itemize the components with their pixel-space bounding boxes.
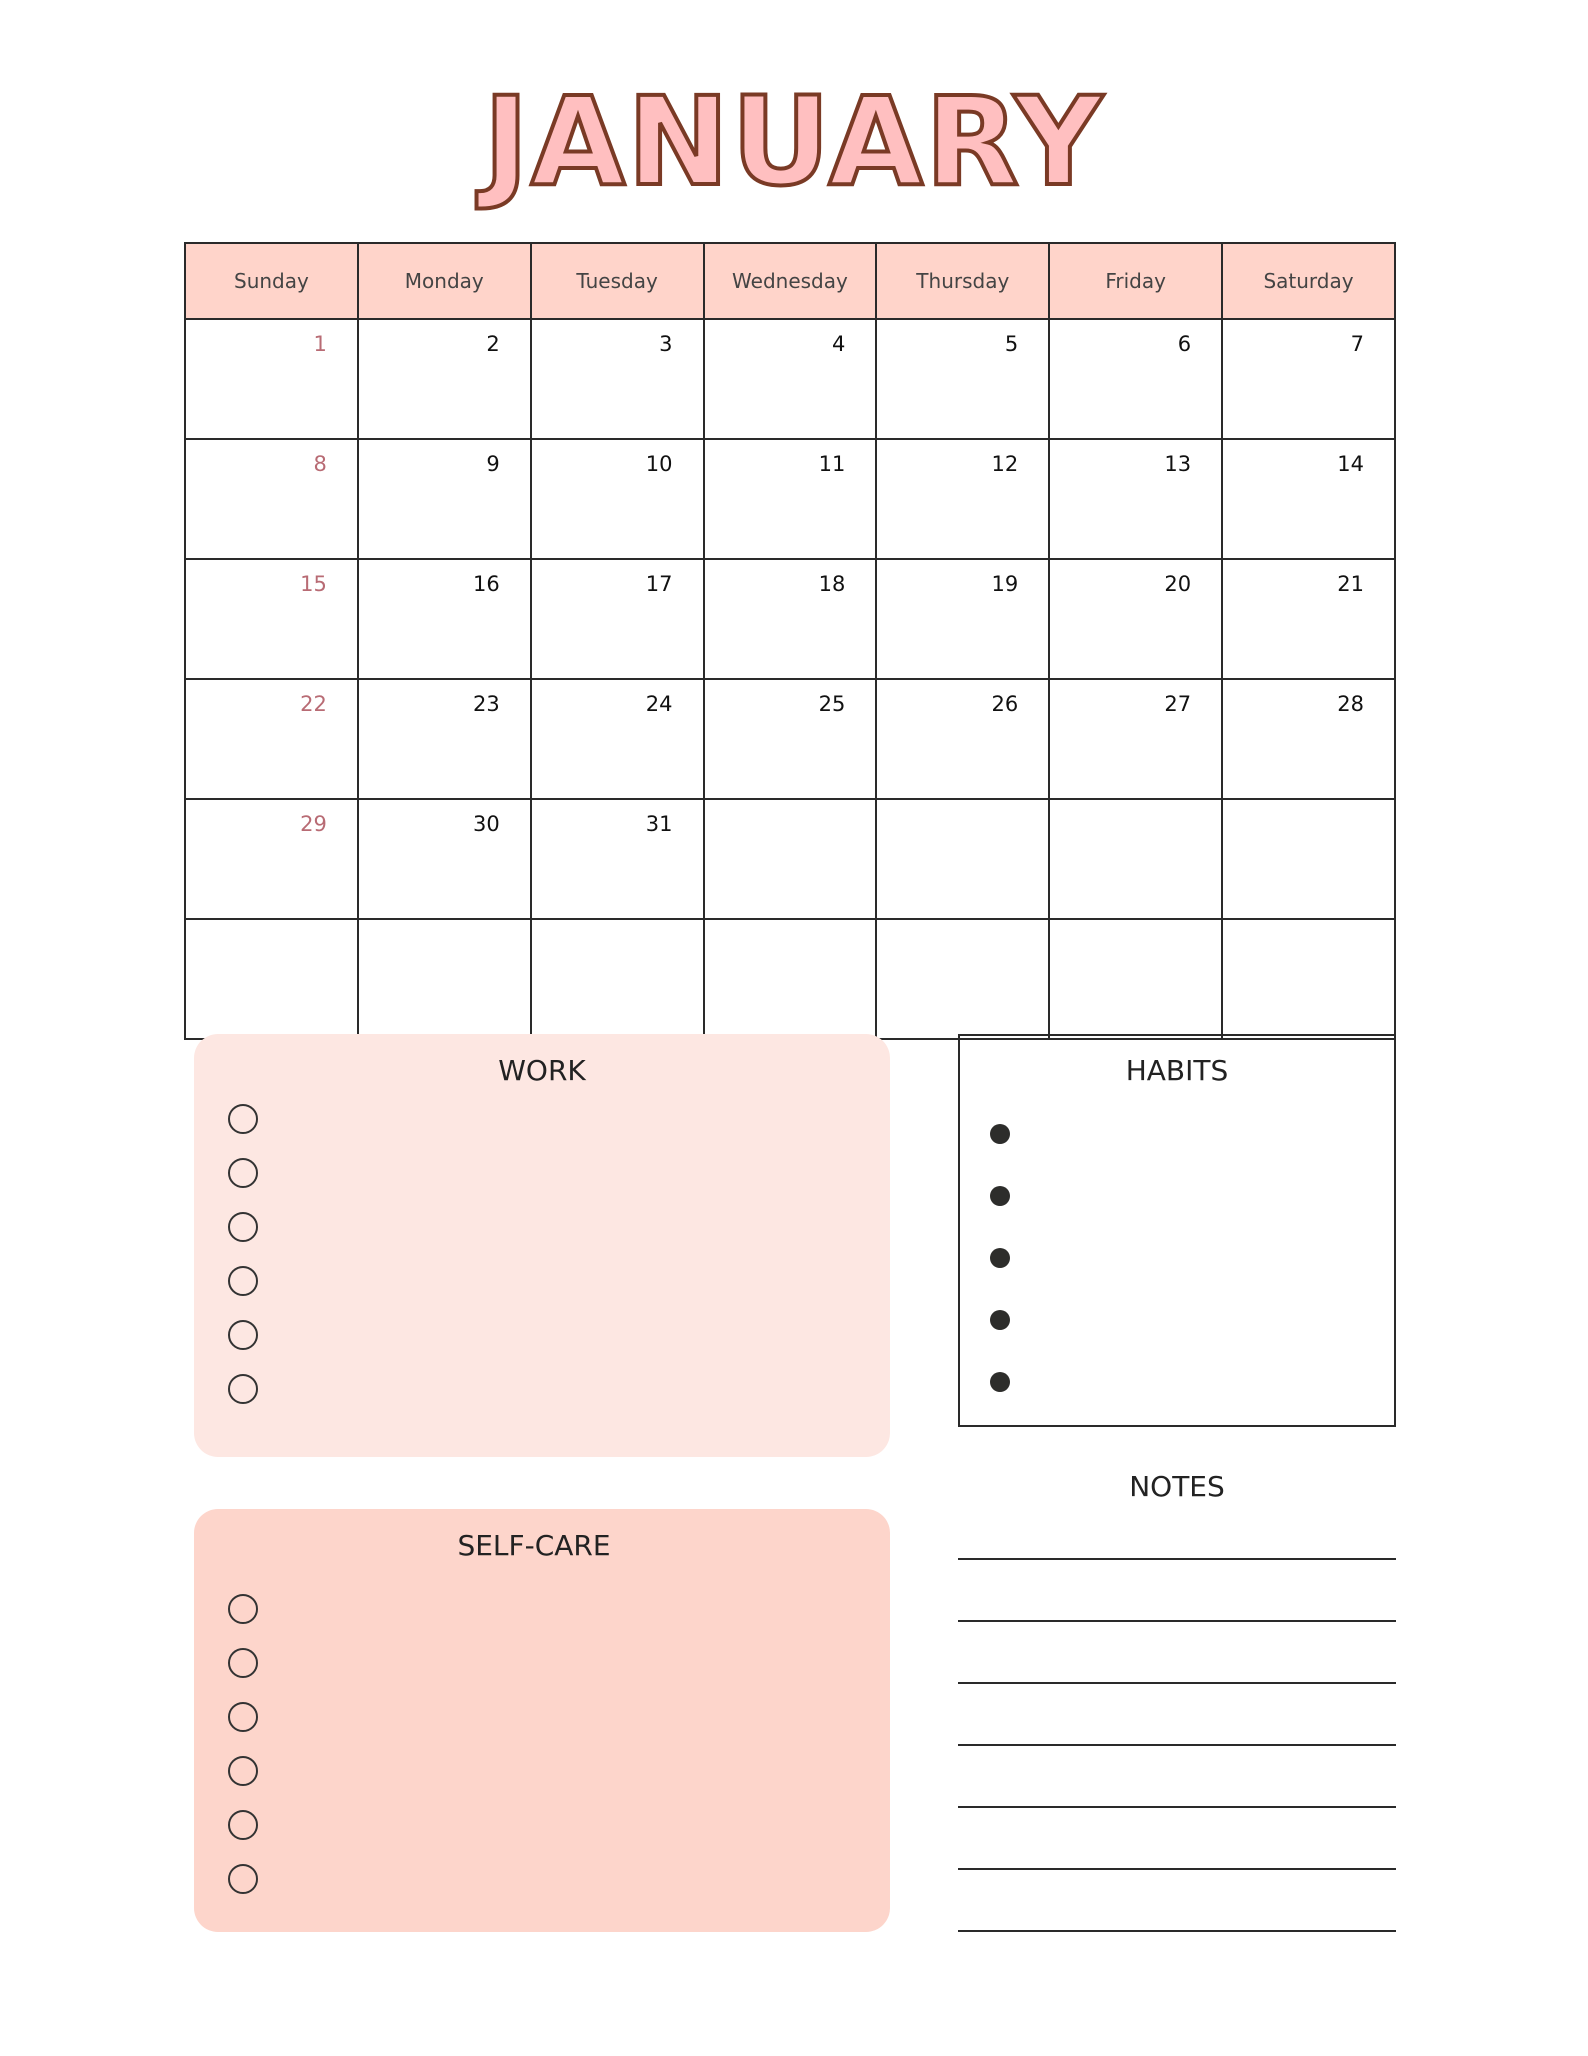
notes-title: NOTES [1129,1470,1225,1503]
day-cell[interactable]: 25 [704,679,877,799]
notes-line[interactable] [958,1744,1396,1746]
day-cell[interactable]: 3 [531,319,704,439]
weekday-header: Friday [1049,243,1222,319]
day-cell[interactable]: 26 [876,679,1049,799]
week-row [185,439,1395,559]
bullet-icon [990,1186,1010,1206]
notes-line[interactable] [958,1868,1396,1870]
day-cell[interactable]: 18 [704,559,877,679]
day-cell[interactable] [704,919,877,1039]
day-cell[interactable]: 31 [531,799,704,919]
day-cell[interactable]: 23 [358,679,531,799]
week-row [185,679,1395,799]
work-title: WORK [498,1054,586,1087]
weekday-header-row [185,243,1395,319]
week-row [185,919,1395,1039]
work-card [194,1034,890,1457]
notes-line[interactable] [958,1930,1396,1932]
page-title: JANUARY [483,71,1105,213]
day-cell[interactable]: 22 [185,679,358,799]
day-cell[interactable] [1049,799,1222,919]
day-cell[interactable] [1049,919,1222,1039]
week-row [185,799,1395,919]
day-cell[interactable]: 30 [358,799,531,919]
day-cell[interactable] [185,919,358,1039]
day-cell[interactable]: 20 [1049,559,1222,679]
day-cell[interactable]: 7 [1222,319,1395,439]
notes-line[interactable] [958,1558,1396,1560]
day-cell[interactable] [876,919,1049,1039]
self-care-title: SELF-CARE [457,1529,611,1562]
day-cell[interactable]: 9 [358,439,531,559]
day-cell[interactable]: 5 [876,319,1049,439]
self-care-checkbox[interactable] [228,1864,258,1894]
weekday-header: Wednesday [704,243,877,319]
bullet-icon [990,1372,1010,1392]
day-cell[interactable]: 15 [185,559,358,679]
day-cell[interactable]: 29 [185,799,358,919]
day-cell[interactable]: 16 [358,559,531,679]
work-checkbox[interactable] [228,1320,258,1350]
day-cell[interactable]: 2 [358,319,531,439]
self-care-checkbox[interactable] [228,1756,258,1786]
work-checkbox[interactable] [228,1212,258,1242]
weekday-header: Thursday [876,243,1049,319]
self-care-checkbox[interactable] [228,1648,258,1678]
self-care-checkbox[interactable] [228,1810,258,1840]
work-checkbox[interactable] [228,1104,258,1134]
self-care-checkbox[interactable] [228,1594,258,1624]
day-cell[interactable]: 8 [185,439,358,559]
day-cell[interactable] [1222,799,1395,919]
day-cell[interactable]: 12 [876,439,1049,559]
work-checkbox[interactable] [228,1158,258,1188]
week-row [185,559,1395,679]
self-care-card [194,1509,890,1932]
habits-box [958,1034,1396,1427]
week-row [185,319,1395,439]
day-cell[interactable]: 19 [876,559,1049,679]
day-cell[interactable]: 11 [704,439,877,559]
weekday-header: Saturday [1222,243,1395,319]
day-cell[interactable]: 24 [531,679,704,799]
work-checkbox[interactable] [228,1266,258,1296]
notes-line[interactable] [958,1806,1396,1808]
day-cell[interactable]: 17 [531,559,704,679]
day-cell[interactable]: 1 [185,319,358,439]
bullet-icon [990,1124,1010,1144]
day-cell[interactable] [876,799,1049,919]
weekday-header: Monday [358,243,531,319]
day-cell[interactable]: 10 [531,439,704,559]
day-cell[interactable]: 28 [1222,679,1395,799]
day-cell[interactable] [531,919,704,1039]
notes-line[interactable] [958,1620,1396,1622]
notes-line[interactable] [958,1682,1396,1684]
day-cell[interactable] [1222,919,1395,1039]
bullet-icon [990,1248,1010,1268]
day-cell[interactable]: 14 [1222,439,1395,559]
day-cell[interactable]: 13 [1049,439,1222,559]
work-checkbox[interactable] [228,1374,258,1404]
weekday-header: Sunday [185,243,358,319]
self-care-checkbox[interactable] [228,1702,258,1732]
day-cell[interactable]: 6 [1049,319,1222,439]
habits-title: HABITS [1125,1054,1229,1087]
weekday-header: Tuesday [531,243,704,319]
calendar-grid [184,242,1396,1040]
bullet-icon [990,1310,1010,1330]
day-cell[interactable]: 27 [1049,679,1222,799]
day-cell[interactable] [704,799,877,919]
day-cell[interactable]: 4 [704,319,877,439]
day-cell[interactable] [358,919,531,1039]
day-cell[interactable]: 21 [1222,559,1395,679]
